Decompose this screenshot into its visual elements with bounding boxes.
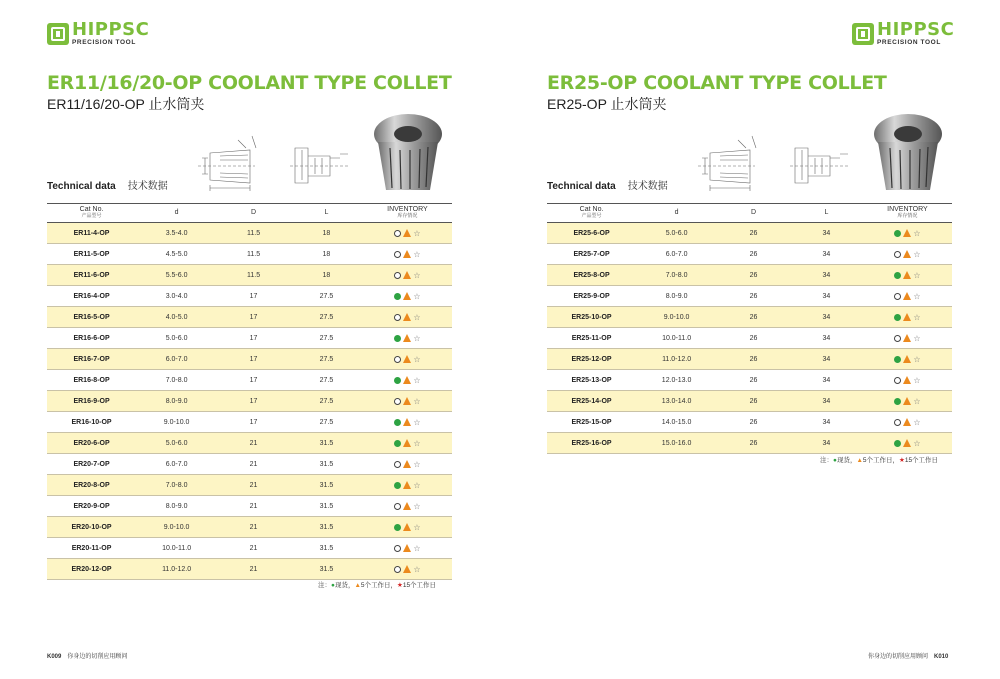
cell-inventory [363,538,452,559]
fifteen-day-star-icon: ☆ [913,333,921,343]
table-row [47,559,452,580]
cell-D: 17 [217,349,290,370]
cell-L: 34 [790,328,863,349]
in-stock-dot-icon [894,398,901,405]
five-day-triangle-icon [403,439,411,447]
cell-d: 15.0-16.0 [636,433,717,454]
out-of-stock-circle-icon [394,272,401,279]
cell-d: 9.0-10.0 [136,412,217,433]
cell-cat-no: ER16-10-OP [47,412,136,433]
five-day-triangle-icon [403,376,411,384]
footer [47,651,127,660]
cell-inventory [363,391,452,412]
cell-L: 34 [790,286,863,307]
cell-cat-no: ER20-12-OP [47,559,136,580]
cell-inventory [363,433,452,454]
cell-D: 17 [217,328,290,349]
col-d: d [636,204,717,223]
five-day-triangle-icon [403,418,411,426]
col-L: L [790,204,863,223]
five-day-triangle-icon [403,292,411,300]
fifteen-day-star-icon: ☆ [413,249,421,259]
col-inventory: INVENTORY 库存情况 [863,204,952,223]
fifteen-day-star-icon: ☆ [913,291,921,301]
cell-D: 26 [717,307,790,328]
col-D: D [217,204,290,223]
fifteen-day-star-icon: ☆ [413,354,421,364]
cell-d: 7.0-8.0 [136,370,217,391]
cell-L: 18 [290,223,363,244]
five-day-triangle-icon [403,355,411,363]
cell-L: 27.5 [290,370,363,391]
technical-data-heading [47,177,168,192]
cell-d: 7.0-8.0 [636,265,717,286]
cell-D: 17 [217,412,290,433]
cell-d: 6.0-7.0 [136,349,217,370]
in-stock-dot-icon [894,230,901,237]
fifteen-day-star-icon: ☆ [913,354,921,364]
cell-inventory [863,223,952,244]
five-day-triangle-icon [403,502,411,510]
table-row [47,370,452,391]
cell-L: 31.5 [290,454,363,475]
cell-L: 34 [790,265,863,286]
cell-L: 34 [790,307,863,328]
cell-cat-no: ER16-5-OP [47,307,136,328]
cell-d: 5.5-6.0 [136,265,217,286]
cell-D: 21 [217,454,290,475]
table-row [47,517,452,538]
cell-inventory [363,454,452,475]
cell-L: 27.5 [290,328,363,349]
page-number: K010 [934,654,949,660]
in-stock-dot-icon [894,440,901,447]
cell-cat-no: ER11-6-OP [47,265,136,286]
table-row [547,391,952,412]
col-L: L [290,204,363,223]
fifteen-day-star-icon: ☆ [413,564,421,574]
cell-d: 3.5-4.0 [136,223,217,244]
table-row [47,223,452,244]
page-title: ER25-OP COOLANT TYPE COLLET [547,72,887,94]
cell-cat-no: ER11-4-OP [47,223,136,244]
col-D: D [717,204,790,223]
cell-inventory [363,328,452,349]
right-page [500,0,1000,679]
cell-inventory [363,349,452,370]
cell-L: 18 [290,265,363,286]
table-row [547,433,952,454]
five-day-triangle-icon [903,439,911,447]
logo-mark-icon [852,23,874,45]
cell-D: 26 [717,244,790,265]
five-day-triangle-icon [903,271,911,279]
cell-d: 9.0-10.0 [636,307,717,328]
in-stock-dot-icon [394,524,401,531]
fifteen-day-star-icon: ☆ [913,312,921,322]
cell-D: 21 [217,517,290,538]
cell-cat-no: ER11-5-OP [47,244,136,265]
technical-data-cn: 技术数据 [627,181,668,192]
fifteen-day-star-icon: ☆ [913,438,921,448]
cell-inventory [863,349,952,370]
technical-data-label: Technical data [47,181,116,192]
fifteen-day-star-icon: ☆ [413,459,421,469]
five-day-triangle-icon [903,292,911,300]
footer-text: 你身边的切削应用顾问 [868,654,929,660]
in-stock-dot-icon [894,272,901,279]
cell-cat-no: ER25-16-OP [547,433,636,454]
cell-cat-no: ER20-11-OP [47,538,136,559]
cell-L: 31.5 [290,433,363,454]
table-row [47,244,452,265]
col-cat-no: Cat No. 产品型号 [47,204,136,223]
fifteen-day-star-icon: ☆ [413,522,421,532]
five-day-triangle-icon [903,229,911,237]
fifteen-day-star-icon: ☆ [413,438,421,448]
cell-L: 27.5 [290,286,363,307]
cell-inventory [863,328,952,349]
table-row [47,433,452,454]
fifteen-day-star-icon: ☆ [413,228,421,238]
cell-cat-no: ER25-7-OP [547,244,636,265]
fifteen-day-star-icon: ☆ [413,291,421,301]
in-stock-dot-icon [894,314,901,321]
table-row [47,307,452,328]
cell-cat-no: ER16-4-OP [47,286,136,307]
fifteen-day-star-icon: ☆ [413,480,421,490]
cell-D: 21 [217,496,290,517]
cell-L: 34 [790,244,863,265]
five-day-triangle-icon [403,397,411,405]
cell-cat-no: ER25-11-OP [547,328,636,349]
cell-inventory [863,433,952,454]
cell-L: 27.5 [290,412,363,433]
cell-D: 26 [717,412,790,433]
cell-cat-no: ER20-9-OP [47,496,136,517]
five-day-triangle-icon [403,565,411,573]
five-day-triangle-icon [403,523,411,531]
in-stock-dot-icon [394,419,401,426]
col-cat-no: Cat No. 产品型号 [547,204,636,223]
cell-d: 11.0-12.0 [136,559,217,580]
out-of-stock-circle-icon [894,377,901,384]
table-row [47,265,452,286]
brand-logo [852,21,954,47]
table-row [547,370,952,391]
cell-D: 21 [217,475,290,496]
out-of-stock-circle-icon [394,503,401,510]
fifteen-day-star-icon: ☆ [413,333,421,343]
cell-d: 5.0-6.0 [136,328,217,349]
cell-d: 11.0-12.0 [636,349,717,370]
table-row [47,496,452,517]
out-of-stock-circle-icon [894,293,901,300]
cell-D: 11.5 [217,244,290,265]
cell-L: 34 [790,412,863,433]
table-row [547,349,952,370]
fifteen-day-star-icon: ☆ [413,270,421,280]
logo-mark-icon [47,23,69,45]
cell-cat-no: ER16-7-OP [47,349,136,370]
cell-L: 34 [790,223,863,244]
cell-L: 31.5 [290,559,363,580]
brand-logo [47,21,149,47]
cell-d: 9.0-10.0 [136,517,217,538]
cell-cat-no: ER25-15-OP [547,412,636,433]
five-day-triangle-icon [403,313,411,321]
cell-L: 27.5 [290,349,363,370]
fifteen-day-star-icon: ☆ [413,312,421,322]
cell-d: 3.0-4.0 [136,286,217,307]
cell-inventory [363,412,452,433]
table-row [47,412,452,433]
cell-L: 34 [790,433,863,454]
cell-cat-no: ER25-12-OP [547,349,636,370]
out-of-stock-circle-icon [394,314,401,321]
table-row [47,328,452,349]
cell-d: 6.0-7.0 [136,454,217,475]
cell-inventory [363,370,452,391]
cell-cat-no: ER16-9-OP [47,391,136,412]
out-of-stock-circle-icon [394,545,401,552]
cell-cat-no: ER25-10-OP [547,307,636,328]
cell-cat-no: ER25-13-OP [547,370,636,391]
cell-L: 34 [790,391,863,412]
cell-D: 21 [217,559,290,580]
in-stock-dot-icon [394,335,401,342]
fifteen-day-star-icon: ☆ [913,375,921,385]
fifteen-day-star-icon: ☆ [413,543,421,553]
cell-D: 17 [217,391,290,412]
table-row [47,538,452,559]
fifteen-day-star-icon: ☆ [413,375,421,385]
five-day-triangle-icon [403,334,411,342]
out-of-stock-circle-icon [394,251,401,258]
five-day-triangle-icon [403,460,411,468]
col-inventory: INVENTORY 库存情况 [363,204,452,223]
collet-product-photo [372,112,444,194]
out-of-stock-circle-icon [394,461,401,468]
cell-inventory [363,517,452,538]
cell-L: 18 [290,244,363,265]
five-day-triangle-icon [903,376,911,384]
cell-d: 8.0-9.0 [136,496,217,517]
cell-d: 10.0-11.0 [136,538,217,559]
cell-D: 26 [717,370,790,391]
cell-inventory [363,265,452,286]
cell-d: 8.0-9.0 [136,391,217,412]
legend-note: 注：●现货，▲5个工作日，★15个工作日 [820,457,939,464]
five-day-triangle-icon [903,334,911,342]
cell-inventory [863,391,952,412]
fifteen-day-star-icon: ☆ [913,396,921,406]
out-of-stock-circle-icon [894,251,901,258]
cell-cat-no: ER25-14-OP [547,391,636,412]
cell-inventory [863,307,952,328]
cell-inventory [363,559,452,580]
cell-inventory [363,496,452,517]
table-row [47,391,452,412]
cell-L: 31.5 [290,538,363,559]
cell-inventory [863,265,952,286]
footer [868,651,948,660]
cell-cat-no: ER25-6-OP [547,223,636,244]
out-of-stock-circle-icon [894,335,901,342]
cell-L: 31.5 [290,475,363,496]
cell-D: 11.5 [217,223,290,244]
cell-inventory [863,370,952,391]
cell-D: 17 [217,307,290,328]
fifteen-day-star-icon: ☆ [913,417,921,427]
cell-D: 26 [717,286,790,307]
cell-inventory [363,223,452,244]
table-row [547,412,952,433]
cell-cat-no: ER16-8-OP [47,370,136,391]
cell-D: 26 [717,433,790,454]
brand-tagline: PRECISION TOOL [72,39,136,47]
left-data-table [47,203,452,580]
out-of-stock-circle-icon [394,230,401,237]
table-row [47,454,452,475]
table-row [47,286,452,307]
five-day-triangle-icon [903,250,911,258]
cell-d: 13.0-14.0 [636,391,717,412]
page-title: ER11/16/20-OP COOLANT TYPE COLLET [47,72,452,94]
five-day-triangle-icon [403,481,411,489]
fifteen-day-star-icon: ☆ [413,417,421,427]
out-of-stock-circle-icon [894,419,901,426]
fifteen-day-star-icon: ☆ [913,249,921,259]
legend-note: 注：●现货，▲5个工作日，★15个工作日 [318,582,437,589]
cell-inventory [363,475,452,496]
cell-d: 4.5-5.0 [136,244,217,265]
in-stock-dot-icon [394,377,401,384]
five-day-triangle-icon [903,313,911,321]
fifteen-day-star-icon: ☆ [913,228,921,238]
page-subtitle-cn: ER11/16/20-OP 止水筒夹 [47,96,205,112]
five-day-triangle-icon [403,250,411,258]
table-row [47,475,452,496]
cell-d: 7.0-8.0 [136,475,217,496]
brand-tagline: PRECISION TOOL [877,39,941,47]
cell-d: 14.0-15.0 [636,412,717,433]
in-stock-dot-icon [394,293,401,300]
cell-inventory [863,244,952,265]
technical-data-heading [547,177,668,192]
fifteen-day-star-icon: ☆ [413,396,421,406]
cell-cat-no: ER16-6-OP [47,328,136,349]
cell-cat-no: ER25-8-OP [547,265,636,286]
cell-cat-no: ER20-10-OP [47,517,136,538]
cell-D: 26 [717,223,790,244]
cell-D: 17 [217,370,290,391]
cell-D: 26 [717,265,790,286]
right-data-table [547,203,952,454]
cell-d: 10.0-11.0 [636,328,717,349]
out-of-stock-circle-icon [394,356,401,363]
collet-product-photo [872,112,944,194]
fifteen-day-star-icon: ☆ [913,270,921,280]
cell-inventory [363,244,452,265]
technical-data-label: Technical data [547,181,616,192]
cell-D: 26 [717,391,790,412]
in-stock-dot-icon [894,356,901,363]
cell-d: 8.0-9.0 [636,286,717,307]
table-row [547,223,952,244]
page-subtitle-cn: ER25-OP 止水筒夹 [547,96,667,112]
cell-d: 4.0-5.0 [136,307,217,328]
cell-d: 12.0-13.0 [636,370,717,391]
cell-D: 21 [217,538,290,559]
brand-name: HIPPSC [877,19,955,41]
col-d: d [136,204,217,223]
cell-d: 5.0-6.0 [136,433,217,454]
cell-L: 27.5 [290,391,363,412]
cell-L: 31.5 [290,496,363,517]
cell-D: 26 [717,328,790,349]
table-row [547,265,952,286]
collet-technical-drawing [690,128,860,198]
table-row [547,286,952,307]
table-row [547,307,952,328]
five-day-triangle-icon [403,229,411,237]
cell-cat-no: ER20-8-OP [47,475,136,496]
table-row [547,244,952,265]
five-day-triangle-icon [903,355,911,363]
five-day-triangle-icon [903,397,911,405]
cell-inventory [863,412,952,433]
cell-inventory [863,286,952,307]
cell-D: 21 [217,433,290,454]
brand-name: HIPPSC [72,19,150,41]
collet-technical-drawing [190,128,360,198]
cell-inventory [363,307,452,328]
table-row [547,328,952,349]
cell-cat-no: ER20-6-OP [47,433,136,454]
five-day-triangle-icon [403,271,411,279]
footer-text: 你身边的切削应用顾问 [67,654,128,660]
five-day-triangle-icon [403,544,411,552]
five-day-triangle-icon [903,418,911,426]
fifteen-day-star-icon: ☆ [413,501,421,511]
cell-L: 31.5 [290,517,363,538]
cell-D: 17 [217,286,290,307]
in-stock-dot-icon [394,482,401,489]
cell-L: 34 [790,349,863,370]
cell-inventory [363,286,452,307]
cell-d: 5.0-6.0 [636,223,717,244]
cell-D: 11.5 [217,265,290,286]
table-row [47,349,452,370]
out-of-stock-circle-icon [394,566,401,573]
cell-cat-no: ER25-9-OP [547,286,636,307]
technical-data-cn: 技术数据 [127,181,168,192]
cell-d: 6.0-7.0 [636,244,717,265]
cell-D: 26 [717,349,790,370]
cell-L: 27.5 [290,307,363,328]
out-of-stock-circle-icon [394,398,401,405]
cell-L: 34 [790,370,863,391]
page-number: K009 [47,654,62,660]
in-stock-dot-icon [394,440,401,447]
cell-cat-no: ER20-7-OP [47,454,136,475]
